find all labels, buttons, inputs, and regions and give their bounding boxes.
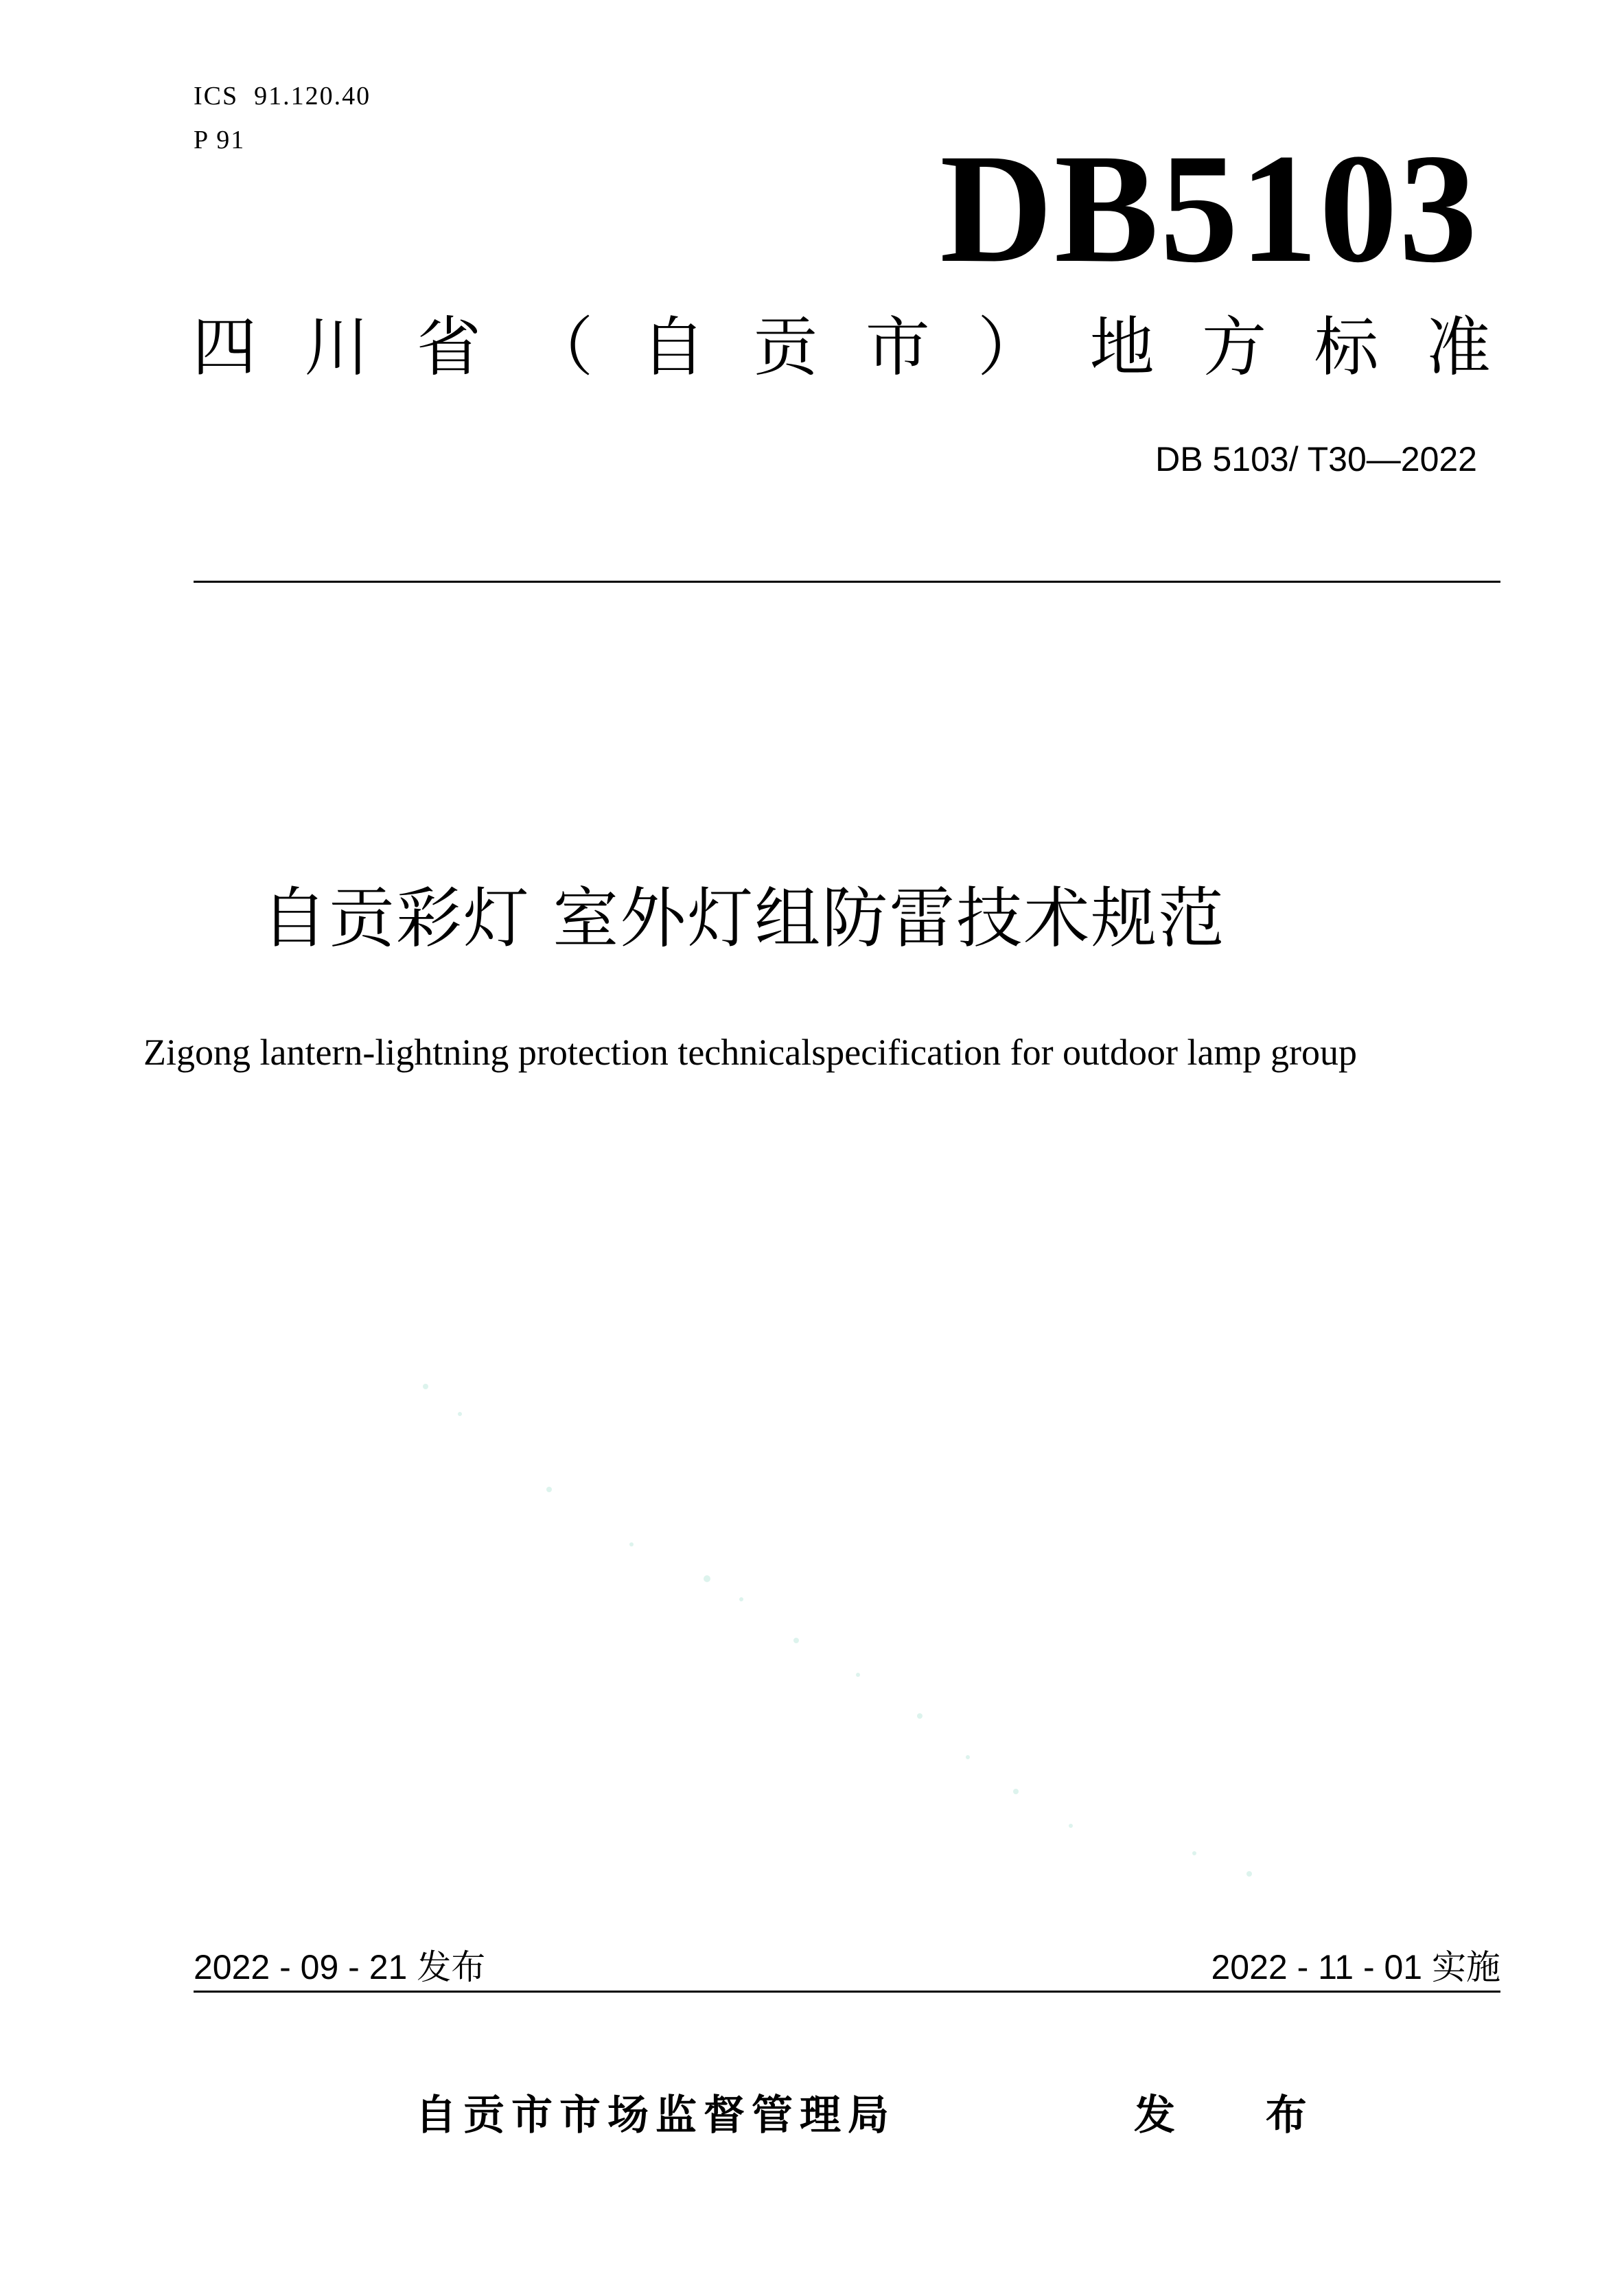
bottom-divider: [194, 1991, 1500, 1993]
issue-date: 2022 - 09 - 21 发布: [194, 1948, 486, 1986]
implementation-date: 2022 - 11 - 01 实施: [1211, 1948, 1500, 1986]
standard-type-char: 标: [1314, 310, 1379, 385]
standard-type-char: 四: [192, 310, 257, 385]
issuing-authority: 自贡市市场监督管理局: [415, 2091, 896, 2140]
top-divider: [194, 581, 1500, 583]
standard-type-char: 自: [640, 310, 706, 385]
standard-type-char: 贡: [753, 310, 818, 385]
standard-type-char: ）: [977, 310, 1043, 385]
standard-type-char: 地: [1089, 310, 1155, 385]
standard-type-char: 省: [416, 310, 481, 385]
issue-label: 发 布: [1134, 2091, 1327, 2140]
standard-type-char: （: [529, 310, 594, 385]
ccs-code: P 91: [194, 126, 246, 154]
ics-code: ICS 91.120.40: [194, 82, 371, 111]
standard-type-char: 市: [865, 310, 930, 385]
faint-watermark-dots: [384, 1373, 1345, 1894]
standard-type-char: 川: [304, 310, 369, 385]
document-title-english: Zigong lantern-lightning protection technicalspecification for outdoor lamp group: [143, 1032, 1357, 1073]
standard-code-logo: DB5103: [940, 122, 1478, 295]
standard-type-char: 准: [1426, 310, 1491, 385]
document-title-chinese: 自贡彩灯 室外灯组防雷技术规范: [261, 880, 1226, 957]
standard-type-char: 方: [1202, 310, 1267, 385]
standard-type-title: [192, 310, 1491, 385]
standard-number: DB 5103/ T30—2022: [1155, 440, 1477, 478]
